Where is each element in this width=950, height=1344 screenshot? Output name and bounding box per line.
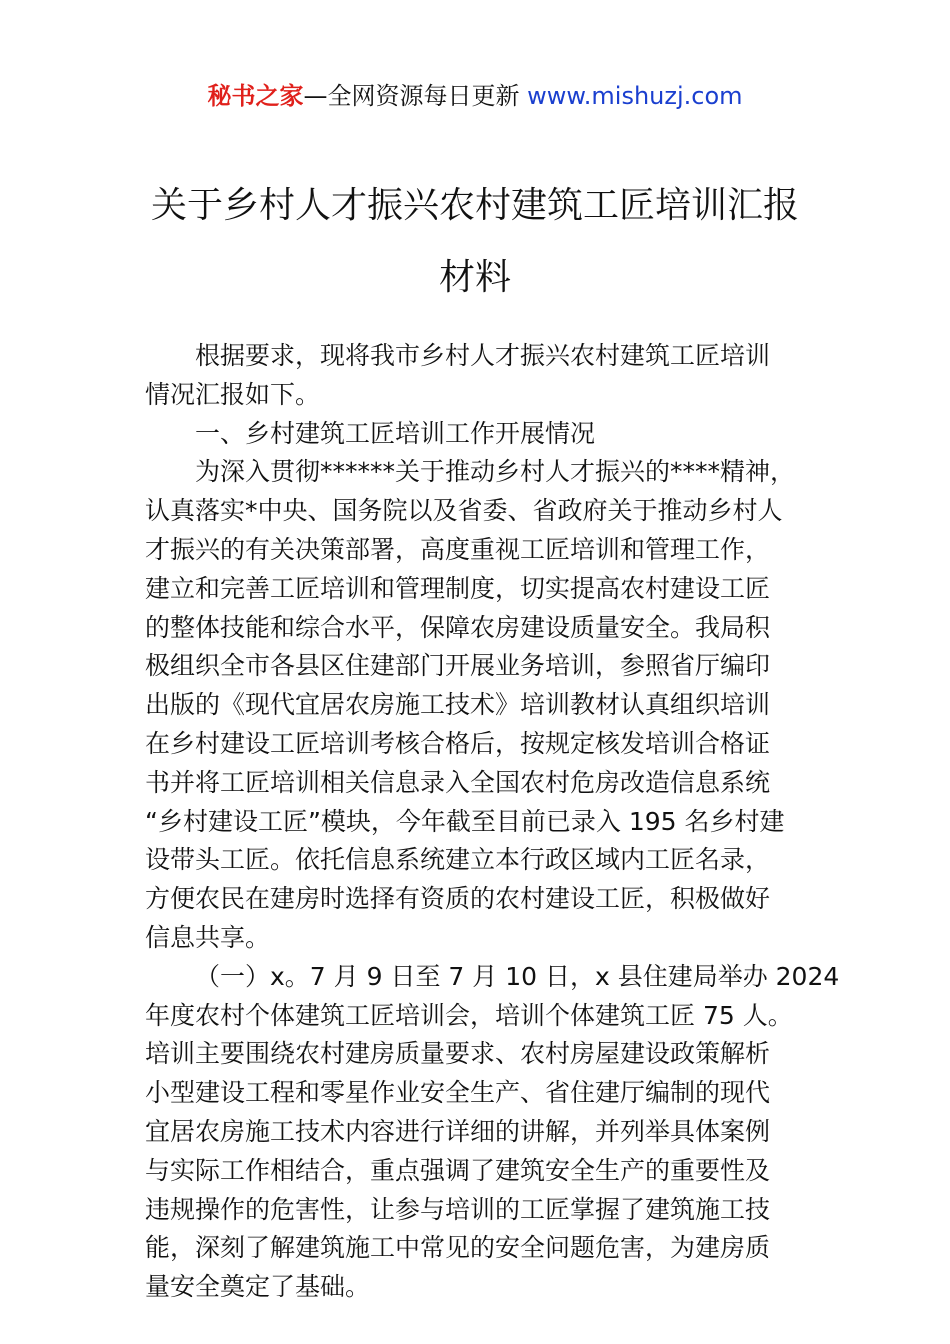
paragraph-line: 培训主要围绕农村建房质量要求、农村房屋建设政策解析 [145, 1039, 771, 1069]
paragraph-line: 量安全奠定了基础。 [145, 1272, 371, 1302]
document-title [0, 170, 950, 314]
paragraph-line: 在乡村建设工匠培训考核合格后，按规定核发培训合格证 [145, 728, 771, 758]
paragraph-line: 能，深刻了解建筑施工中常见的安全问题危害，为建房质 [145, 1233, 771, 1263]
paragraph-line: （一）x。7 月 9 日至 7 月 10 日，x 县住建局举办 2024 [195, 961, 840, 991]
section-heading: 一、乡村建筑工匠培训工作开展情况 [195, 418, 596, 448]
paragraph-line: 方便农民在建房时选择有资质的农村建设工匠，积极做好 [145, 884, 771, 914]
paragraph-line: 违规操作的危害性，让参与培训的工匠掌握了建筑施工技 [145, 1194, 771, 1224]
brand-name: 秘书之家 [207, 82, 304, 110]
paragraph-line: “乡村建设工匠”模块，今年截至目前已录入 195 名乡村建 [145, 806, 785, 836]
paragraph-line: 出版的《现代宜居农房施工技术》培训教材认真组织培训 [145, 690, 771, 720]
paragraph-line: 极组织全市各县区住建部门开展业务培训，参照省厅编印 [145, 651, 771, 681]
site-url[interactable]: www.mishuzj.com [519, 82, 743, 110]
paragraph-line: 情况汇报如下。 [145, 379, 321, 409]
paragraph-line: 书并将工匠培训相关信息录入全国农村危房改造信息系统 [145, 767, 771, 797]
paragraph-line: 才振兴的有关决策部署，高度重视工匠培训和管理工作， [145, 534, 771, 564]
title-line: 关于乡村人才振兴农村建筑工匠培训汇报 [150, 185, 799, 226]
title-line: 材料 [438, 257, 511, 298]
site-header [0, 78, 950, 114]
paragraph-line: 为深入贯彻******关于推动乡村人才振兴的****精神， [195, 457, 796, 487]
paragraph-line: 根据要求，现将我市乡村人才振兴农村建筑工匠培训 [195, 341, 771, 370]
paragraph-line: 小型建设工程和零星作业安全生产、省住建厅编制的现代 [145, 1078, 771, 1108]
paragraph-line: 信息共享。 [145, 922, 271, 952]
paragraph-line: 与实际工作相结合，重点强调了建筑安全生产的重要性及 [145, 1155, 771, 1185]
paragraph-line: 认真落实*中央、国务院以及省委、省政府关于推动乡村人 [145, 496, 783, 526]
paragraph-line: 年度农村个体建筑工匠培训会，培训个体建筑工匠 75 人。 [145, 1000, 793, 1030]
paragraph-line: 设带头工匠。依托信息系统建立本行政区域内工匠名录， [145, 845, 771, 875]
header-tagline: —全网资源每日更新 [303, 82, 520, 110]
paragraph-line: 的整体技能和综合水平，保障农房建设质量安全。我局积 [145, 612, 771, 642]
paragraph-line: 建立和完善工匠培训和管理制度，切实提高农村建设工匠 [145, 573, 771, 603]
paragraph-line: 宜居农房施工技术内容进行详细的讲解，并列举具体案例 [145, 1116, 771, 1146]
document-body [145, 337, 840, 1307]
